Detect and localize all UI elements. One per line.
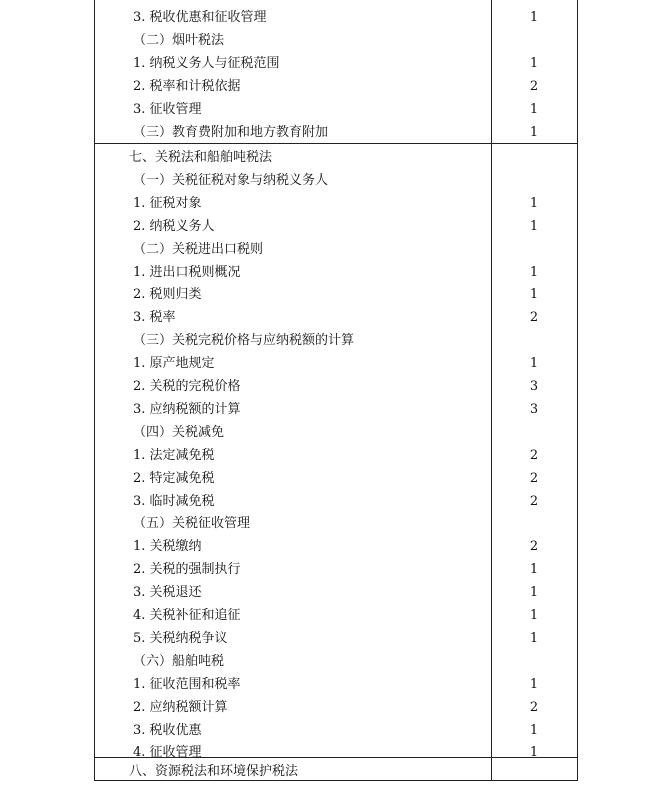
table-row: [95, 375, 577, 398]
row-topic: 1. 关税缴纳: [133, 539, 202, 555]
row-hours: 1: [529, 630, 539, 646]
section-divider: [95, 757, 577, 758]
row-hours: 3: [529, 401, 539, 417]
row-topic: 2. 应纳税额计算: [133, 699, 228, 715]
row-hours: 1: [529, 608, 539, 623]
table-row: [95, 283, 577, 306]
row-topic: 2. 税则归类: [133, 287, 202, 303]
row-topic: 5. 关税纳税争议: [133, 630, 228, 646]
row-hours: 1: [529, 10, 539, 25]
table-row: [95, 238, 577, 261]
row-hours: 1: [529, 124, 539, 140]
row-hours: 1: [529, 287, 539, 303]
row-topic: （二）烟叶税法: [133, 32, 225, 48]
row-topic: 1. 进出口税则概况: [133, 264, 241, 280]
row-hours: 1: [529, 585, 539, 601]
row-topic: 1. 纳税义务人与征税范围: [133, 55, 280, 71]
table-row: [95, 352, 577, 375]
row-topic: （四）关税减免: [133, 424, 225, 440]
table-row: [95, 719, 577, 742]
row-topic: 2. 关税的强制执行: [133, 562, 241, 578]
table-row: [95, 421, 577, 444]
row-hours: 1: [529, 676, 539, 692]
table-row: [95, 604, 577, 627]
table-row: [95, 329, 577, 352]
row-hours: 2: [529, 493, 539, 509]
row-topic: （三）教育费附加和地方教育附加: [133, 124, 329, 140]
row-topic: 2. 关税的完税价格: [133, 379, 241, 394]
table-row: [95, 696, 577, 719]
row-topic: 3. 征收管理: [133, 101, 202, 117]
syllabus-table: [94, 0, 578, 781]
table-row: [95, 52, 577, 75]
row-hours: 1: [529, 218, 539, 234]
row-topic: （一）关税征税对象与纳税义务人: [133, 172, 329, 188]
row-hours: 1: [529, 55, 539, 71]
table-row: [95, 558, 577, 581]
section-divider: [95, 143, 577, 144]
table-row: [95, 467, 577, 490]
row-hours: 2: [529, 447, 539, 463]
table-row: [95, 192, 577, 215]
row-hours: 1: [529, 745, 539, 761]
table-row: [95, 627, 577, 650]
table-row: [95, 490, 577, 513]
table-row: [95, 121, 577, 144]
row-topic: 2. 税率和计税依据: [133, 78, 241, 94]
row-topic: 3. 税收优惠和征收管理: [133, 10, 267, 25]
row-topic: 3. 关税退还: [133, 585, 202, 601]
row-topic: 八、资源税法和环境保护税法: [129, 764, 299, 779]
row-hours: 2: [529, 78, 539, 94]
table-row: [95, 75, 577, 98]
table-row: [95, 306, 577, 329]
row-topic: 3. 临时减免税: [133, 493, 215, 509]
row-hours: 1: [529, 356, 539, 372]
table-row: [95, 535, 577, 558]
table-row: [95, 169, 577, 192]
row-hours: 2: [529, 470, 539, 486]
row-topic: （二）关税进出口税则: [133, 241, 264, 257]
row-topic: （三）关税完税价格与应纳税额的计算: [133, 333, 355, 349]
table-row: [95, 444, 577, 467]
table-row: [95, 581, 577, 604]
table-row: [95, 760, 577, 783]
row-hours: 1: [529, 101, 539, 117]
row-topic: 1. 征收范围和税率: [133, 676, 241, 692]
row-hours: 2: [529, 539, 539, 555]
table-row: [95, 146, 577, 169]
table-row: [95, 512, 577, 535]
row-hours: 1: [529, 562, 539, 578]
row-topic: 4. 征收管理: [133, 745, 202, 761]
table-row: [95, 650, 577, 673]
row-topic: 1. 征税对象: [133, 195, 202, 211]
row-topic: 2. 特定减免税: [133, 470, 215, 486]
row-topic: （五）关税征收管理: [133, 516, 251, 532]
row-hours: 2: [529, 699, 539, 715]
row-hours: 1: [529, 195, 539, 211]
row-topic: 3. 税收优惠: [133, 722, 202, 738]
table-row: [95, 215, 577, 238]
table-row: [95, 673, 577, 696]
row-topic: 1. 法定减免税: [133, 447, 215, 463]
row-hours: 2: [529, 310, 539, 326]
row-topic: 2. 纳税义务人: [133, 218, 215, 234]
table-row: [95, 98, 577, 121]
row-hours: 3: [529, 379, 539, 394]
table-row: [95, 29, 577, 52]
row-topic: 3. 税率: [133, 310, 176, 326]
row-topic: 4. 关税补征和追征: [133, 608, 241, 623]
row-topic: 3. 应纳税额的计算: [133, 401, 241, 417]
table-row: [95, 261, 577, 284]
row-hours: 1: [529, 722, 539, 738]
row-topic: 七、关税法和船舶吨税法: [129, 150, 273, 165]
row-hours: 1: [529, 264, 539, 280]
row-topic: 1. 原产地规定: [133, 356, 215, 372]
table-row: [95, 398, 577, 421]
table-row: [95, 6, 577, 29]
row-topic: （六）船舶吨税: [133, 653, 225, 669]
